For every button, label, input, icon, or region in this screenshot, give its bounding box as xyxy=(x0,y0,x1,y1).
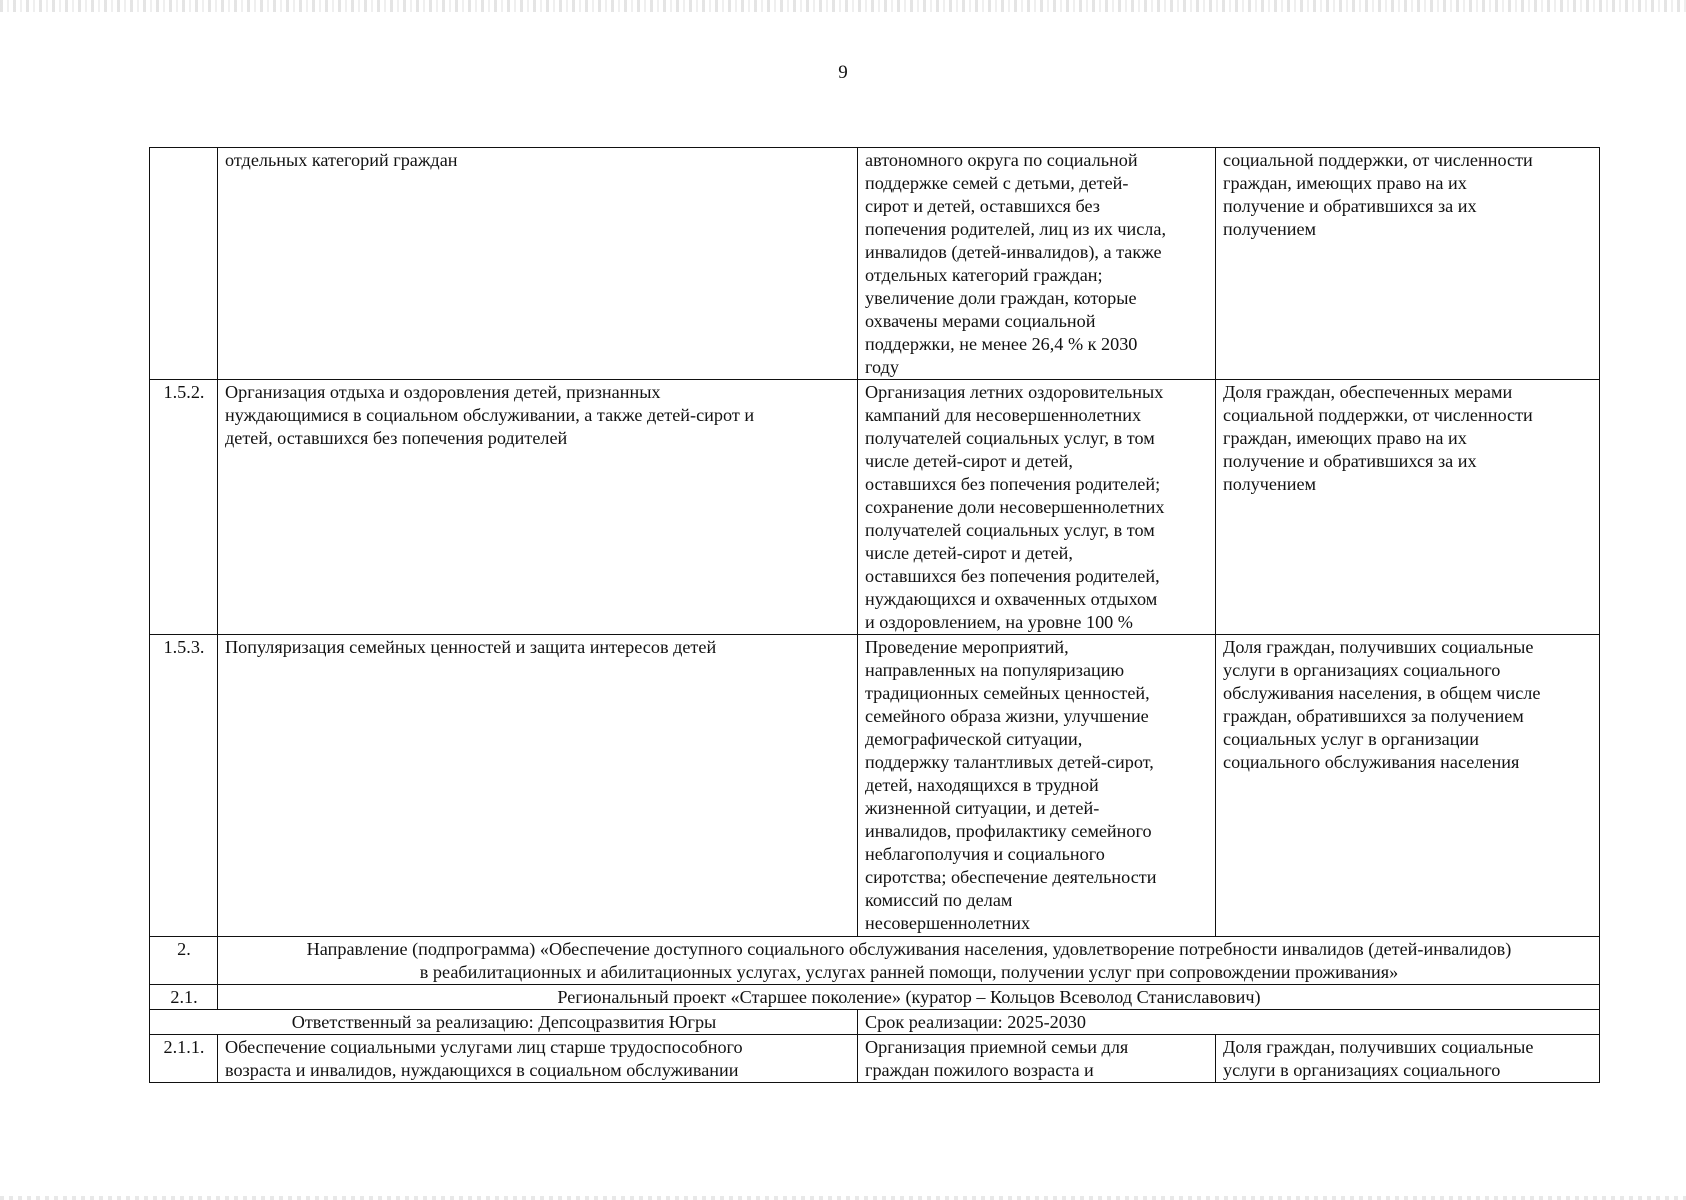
program-table xyxy=(149,147,1600,1083)
project-heading: Региональный проект «Старшее поколение» (куратор – Кольцов Всеволод Станиславович) xyxy=(218,985,1600,1010)
row-number: 2.1. xyxy=(150,985,218,1010)
row-number: 2. xyxy=(150,937,218,985)
table-row xyxy=(150,635,1600,937)
scan-edge-top xyxy=(0,0,1686,12)
result-cell: Проведение мероприятий, направленных на популяризацию традиционных семейных ценностей, семейного образа жизни, улучшение демографической ситуации, поддержку талантливых детей-сирот, детей, находящихся в трудной жизненной ситуации, и детей- инвалидов, профилактику семейного неблагополучия и социального сиротства; обеспечение деятельности комиссий по делам несовершеннолетних xyxy=(858,635,1216,937)
indicator-cell: Доля граждан, обеспеченных мерами социальной поддержки, от численности граждан, имеющих право на их получение и обратившихся за их получением xyxy=(1216,380,1600,635)
table-row xyxy=(150,985,1600,1010)
row-number: 1.5.3. xyxy=(150,635,218,937)
table-row xyxy=(150,148,1600,380)
task-cell: Обеспечение социальными услугами лиц старше трудоспособного возраста и инвалидов, нуждающихся в социальном обслуживании xyxy=(218,1035,858,1083)
task-cell: Организация отдыха и оздоровления детей, признанных нуждающимися в социальном обслуживании, а также детей-сирот и детей, оставшихся без попечения родителей xyxy=(218,380,858,635)
result-cell: автономного округа по социальной поддержке семей с детьми, детей- сирот и детей, оставшихся без попечения родителей, лиц из их числа, инвалидов (детей-инвалидов), а также отдельных категорий граждан; увеличение доли граждан, которые охвачены мерами социальной поддержки, не менее 26,4 % к 2030 году xyxy=(858,148,1216,380)
page-number: 9 xyxy=(838,62,848,83)
subprogram-heading: Направление (подпрограмма) «Обеспечение доступного социального обслуживания населения, удовлетворение потребности инвалидов (детей-инвалидов) в реабилитационных и абилитационных услугах, услугах ранней помощи, получении услуг при сопровождении проживания» xyxy=(218,937,1600,985)
task-cell: отдельных категорий граждан xyxy=(218,148,858,380)
table-row xyxy=(150,1010,1600,1035)
responsible-cell: Ответственный за реализацию: Депсоцразвития Югры xyxy=(150,1010,858,1035)
scan-edge-bottom xyxy=(0,1196,1686,1200)
result-cell: Организация летних оздоровительных кампаний для несовершеннолетних получателей социальных услуг, в том числе детей-сирот и детей, оставшихся без попечения родителей; сохранение доли несовершеннолетних получателей социальных услуг, в том числе детей-сирот и детей, оставшихся без попечения родителей, нуждающихся и охваченных отдыхом и оздоровлением, на уровне 100 % xyxy=(858,380,1216,635)
task-cell: Популяризация семейных ценностей и защита интересов детей xyxy=(218,635,858,937)
table-row xyxy=(150,1035,1600,1083)
row-number: 1.5.2. xyxy=(150,380,218,635)
indicator-cell: Доля граждан, получивших социальные услуги в организациях социального xyxy=(1216,1035,1600,1083)
indicator-cell: социальной поддержки, от численности граждан, имеющих право на их получение и обратившихся за их получением xyxy=(1216,148,1600,380)
result-cell: Организация приемной семьи для граждан пожилого возраста и xyxy=(858,1035,1216,1083)
table-row xyxy=(150,937,1600,985)
row-number xyxy=(150,148,218,380)
indicator-cell: Доля граждан, получивших социальные услуги в организациях социального обслуживания населения, в общем числе граждан, обратившихся за получением социальных услуг в организации социального обслуживания населения xyxy=(1216,635,1600,937)
row-number: 2.1.1. xyxy=(150,1035,218,1083)
term-cell: Срок реализации: 2025-2030 xyxy=(858,1010,1600,1035)
table-row xyxy=(150,380,1600,635)
